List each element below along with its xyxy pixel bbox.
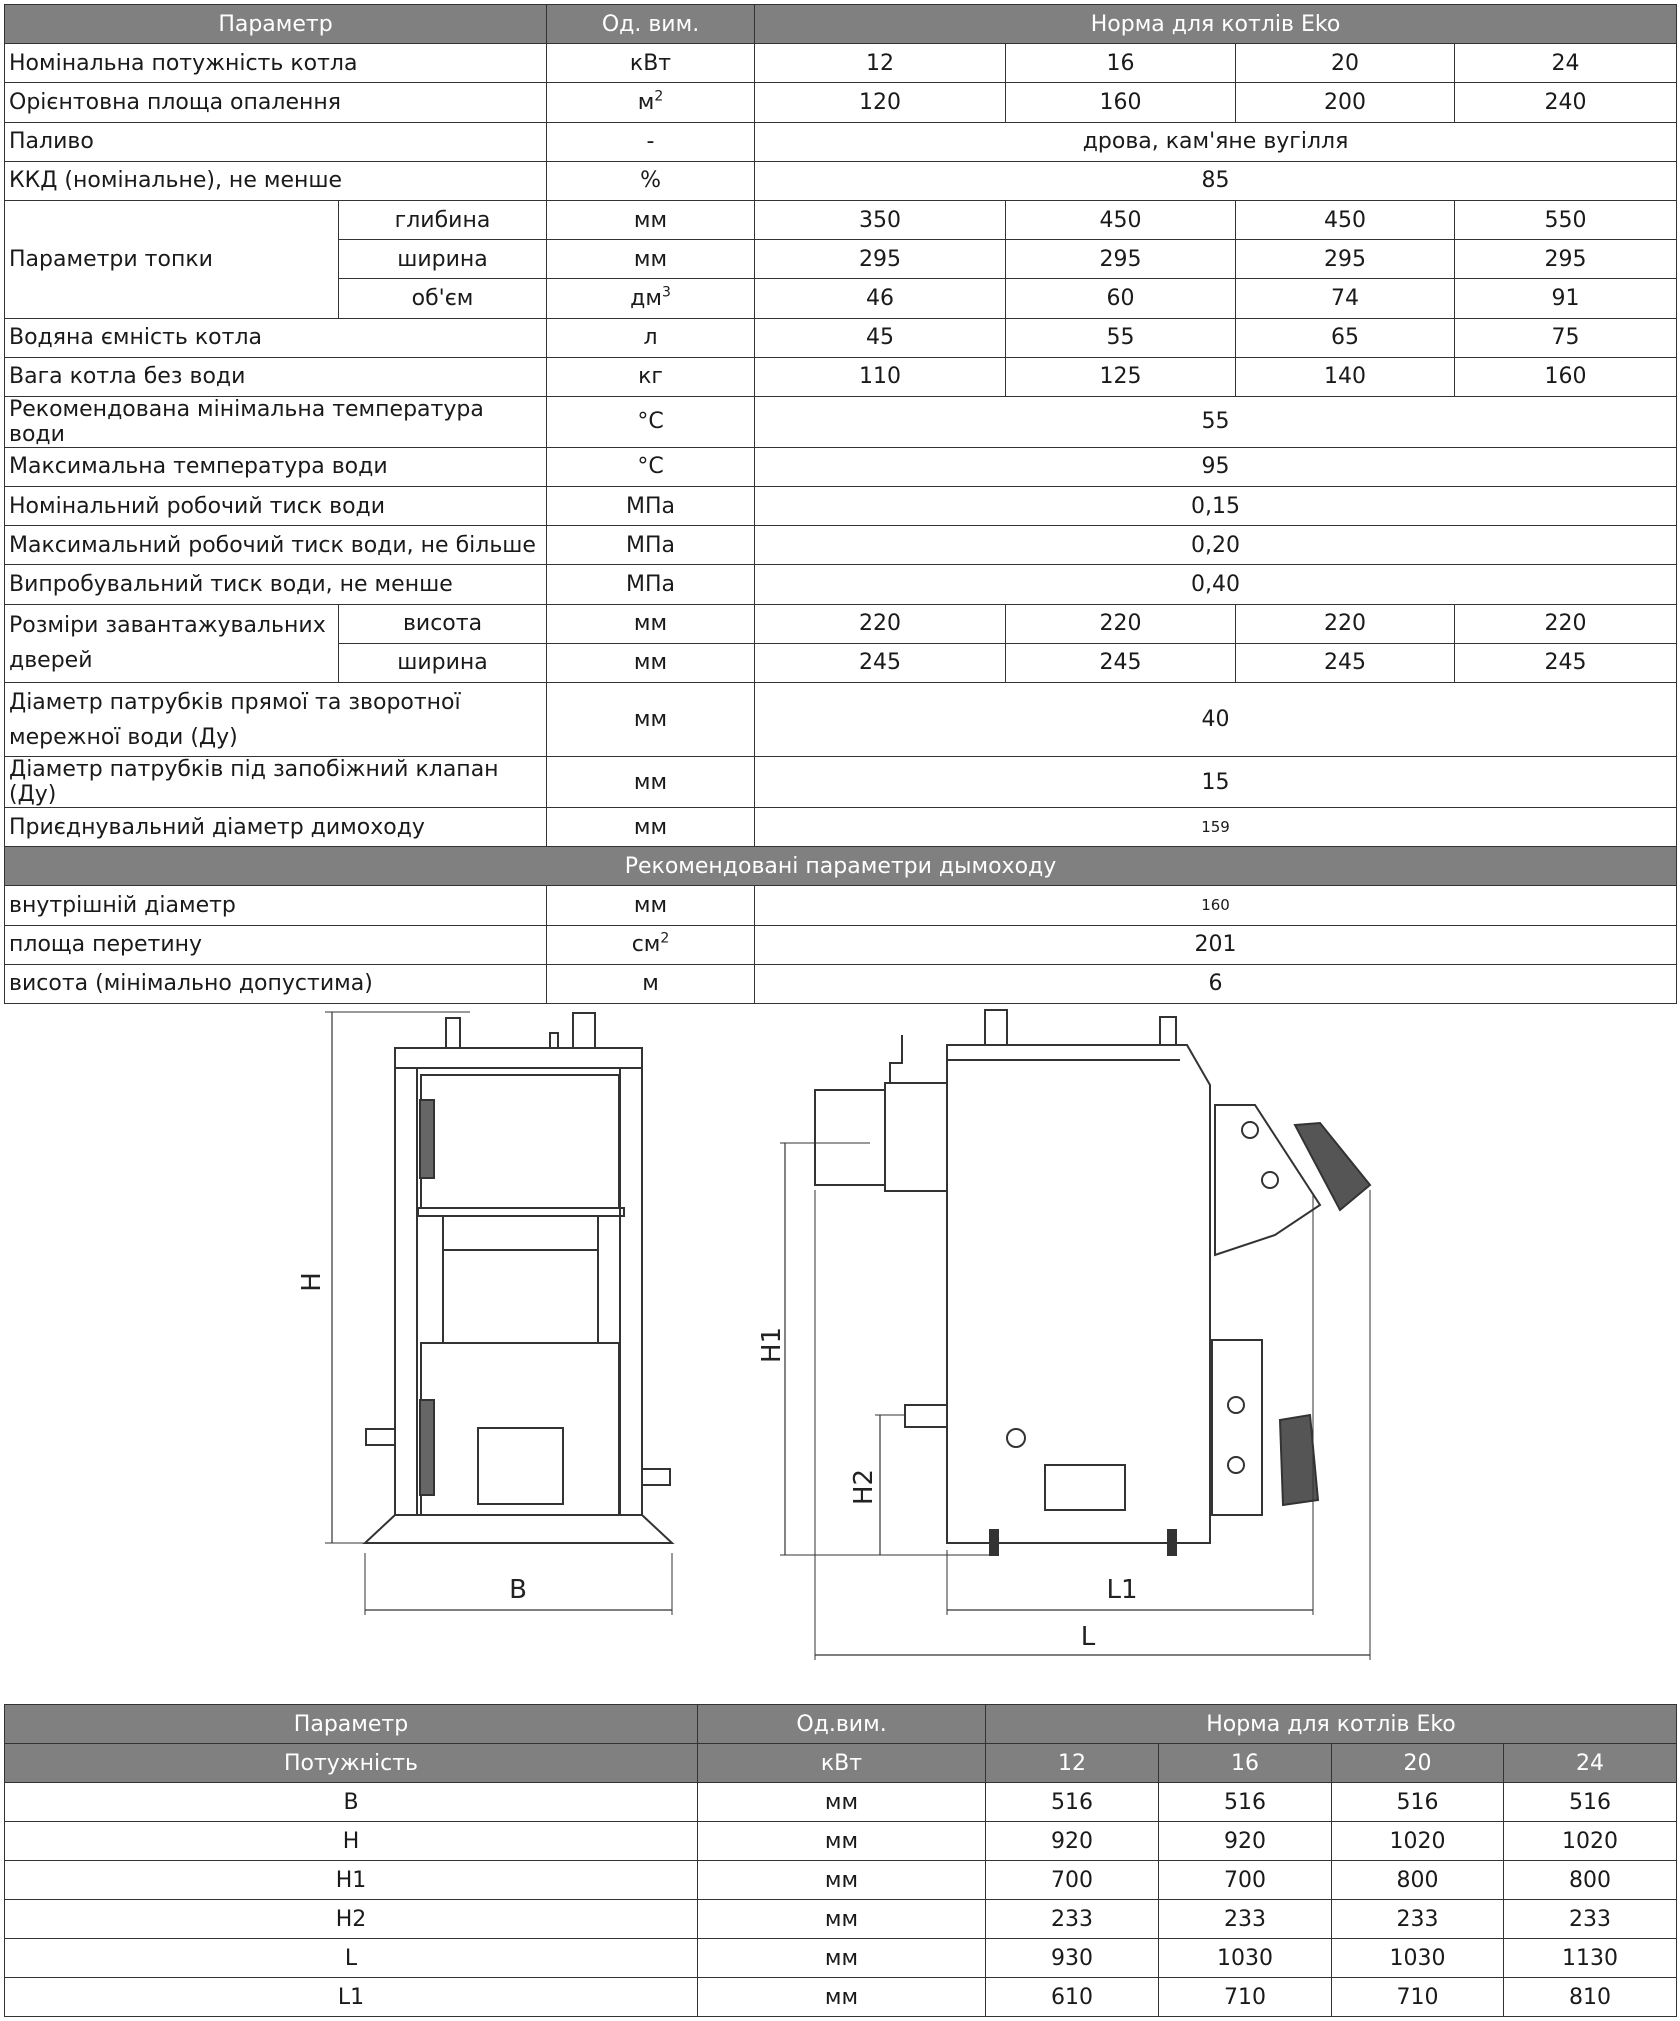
- dimensions-table: [4, 1704, 1677, 2017]
- value-cell: 140: [1236, 357, 1455, 396]
- dims-power-value: 24: [1504, 1744, 1677, 1783]
- value-cell: 60: [1006, 279, 1236, 318]
- front-ash-door: [478, 1428, 563, 1504]
- side-hinge: [1262, 1172, 1278, 1188]
- dims-value: 1130: [1504, 1939, 1677, 1978]
- value-cell: 245: [1455, 643, 1677, 682]
- value-cell: 295: [755, 240, 1006, 279]
- side-chimney-collar: [885, 1083, 947, 1191]
- front-top-nozzle: [573, 1013, 595, 1048]
- front-top-nozzle: [446, 1018, 460, 1048]
- dimension-label-b: B: [509, 1575, 527, 1605]
- dims-power-value: 12: [986, 1744, 1159, 1783]
- value-cell: 91: [1455, 279, 1677, 318]
- front-return-pipe: [366, 1429, 395, 1445]
- side-hinge: [1228, 1457, 1244, 1473]
- value-cell: 74: [1236, 279, 1455, 318]
- value-cell: 550: [1455, 200, 1677, 239]
- row-sublabel: ширина: [339, 643, 547, 682]
- dims-header-unit: Од.вим.: [698, 1705, 986, 1744]
- value-cell: 295: [1236, 240, 1455, 279]
- front-upper-door: [421, 1075, 619, 1208]
- row-sublabel: ширина: [339, 240, 547, 279]
- dims-value: 233: [1504, 1900, 1677, 1939]
- value-cell: 55: [755, 396, 1677, 447]
- unit-base: м: [637, 89, 655, 115]
- value-cell: 159: [755, 808, 1677, 847]
- firebox-depth-row: [5, 200, 1677, 239]
- row-unit: °С: [547, 447, 755, 486]
- unit-base: дм: [630, 285, 662, 311]
- row-label: Водяна ємність котла: [5, 318, 547, 357]
- dims-value: 800: [1504, 1861, 1677, 1900]
- dims-row-l: [5, 1939, 1677, 1978]
- front-lower-handle: [420, 1400, 434, 1495]
- side-sensor-tube: [890, 1035, 902, 1083]
- dims-value: 233: [986, 1900, 1159, 1939]
- dims-power-unit: кВт: [698, 1744, 986, 1783]
- row-unit: -: [547, 122, 755, 161]
- dims-value: 233: [1159, 1900, 1332, 1939]
- label-line: мережної води (Ду): [9, 724, 238, 750]
- dims-row-b: [5, 1783, 1677, 1822]
- dims-name: L: [5, 1939, 698, 1978]
- dims-power-value: 20: [1332, 1744, 1504, 1783]
- value-cell: 40: [755, 683, 1677, 757]
- row-label: Випробувальний тиск води, не менше: [5, 565, 547, 604]
- dims-name: H: [5, 1822, 698, 1861]
- chimney-header: Рекомендовані параметри дымоходу: [5, 847, 1677, 886]
- row-label: Параметри топки: [5, 200, 339, 318]
- nominal-pressure-row: [5, 487, 1677, 526]
- area-row: [5, 83, 1677, 122]
- value-cell: 125: [1006, 357, 1236, 396]
- dims-value: 516: [1332, 1783, 1504, 1822]
- spec-header-param: Параметр: [5, 5, 547, 44]
- chimney-section-header: [5, 847, 1677, 886]
- row-unit: МПа: [547, 565, 755, 604]
- row-unit: МПа: [547, 526, 755, 565]
- row-unit: МПа: [547, 487, 755, 526]
- dims-unit: мм: [698, 1783, 986, 1822]
- row-unit: мм: [547, 240, 755, 279]
- front-top-nozzle: [550, 1033, 558, 1048]
- row-label: Номінальний робочий тиск води: [5, 487, 547, 526]
- value-cell: 160: [1006, 83, 1236, 122]
- row-unit: [547, 279, 755, 318]
- front-side-post: [395, 1068, 417, 1515]
- row-unit: [547, 925, 755, 964]
- dims-row-h: [5, 1822, 1677, 1861]
- spec-header-unit: Од. вим.: [547, 5, 755, 44]
- dims-row-h2: [5, 1900, 1677, 1939]
- value-cell: 220: [1455, 604, 1677, 643]
- value-cell: 16: [1006, 44, 1236, 83]
- row-unit: %: [547, 161, 755, 200]
- side-leg: [990, 1530, 998, 1555]
- value-cell: 220: [755, 604, 1006, 643]
- dims-power-value: 16: [1159, 1744, 1332, 1783]
- side-view: [757, 1010, 1370, 1660]
- value-cell: 160: [755, 886, 1677, 925]
- side-upper-handle: [1295, 1123, 1370, 1210]
- value-cell: 220: [1236, 604, 1455, 643]
- dims-name: L1: [5, 1978, 698, 2017]
- row-unit: °С: [547, 396, 755, 447]
- value-cell: 0,15: [755, 487, 1677, 526]
- test-pressure-row: [5, 565, 1677, 604]
- value-cell: 85: [755, 161, 1677, 200]
- side-lower-handle: [1280, 1415, 1318, 1505]
- value-cell: 220: [1006, 604, 1236, 643]
- max-temp-row: [5, 447, 1677, 486]
- front-drain-pipe: [642, 1469, 670, 1485]
- value-cell: 295: [1006, 240, 1236, 279]
- row-unit: мм: [547, 200, 755, 239]
- row-label: Номінальна потужність котла: [5, 44, 547, 83]
- front-middle-section: [443, 1216, 598, 1343]
- dims-unit: мм: [698, 1822, 986, 1861]
- row-unit: мм: [547, 808, 755, 847]
- unit-base: см: [631, 932, 661, 958]
- row-label: внутрішній діаметр: [5, 886, 547, 925]
- value-cell: 450: [1006, 200, 1236, 239]
- boiler-drawing-svg: [0, 995, 1680, 1695]
- dims-value: 700: [1159, 1861, 1332, 1900]
- spec-header-row: [5, 5, 1677, 44]
- pipe-diameter-row: [5, 683, 1677, 757]
- dims-row-h1: [5, 1861, 1677, 1900]
- power-row: [5, 44, 1677, 83]
- row-unit: мм: [547, 683, 755, 757]
- water-capacity-row: [5, 318, 1677, 357]
- dims-header-row: [5, 1705, 1677, 1744]
- max-pressure-row: [5, 526, 1677, 565]
- front-upper-handle: [420, 1100, 434, 1178]
- spec-table: [4, 4, 1677, 1004]
- value-cell: 55: [1006, 318, 1236, 357]
- valve-diameter-row: [5, 757, 1677, 808]
- value-cell: 245: [1236, 643, 1455, 682]
- row-label: [5, 604, 339, 682]
- side-hinge: [1242, 1122, 1258, 1138]
- row-label: ККД (номінальне), не менше: [5, 161, 547, 200]
- dims-value: 516: [986, 1783, 1159, 1822]
- value-cell: 15: [755, 757, 1677, 808]
- dims-value: 610: [986, 1978, 1159, 2017]
- dims-unit: мм: [698, 1900, 986, 1939]
- row-label: висота (мінімально допустима): [5, 964, 547, 1003]
- dims-row-l1: [5, 1978, 1677, 2017]
- value-cell: 0,40: [755, 565, 1677, 604]
- dims-name: H1: [5, 1861, 698, 1900]
- row-unit: л: [547, 318, 755, 357]
- side-top-nozzle: [985, 1010, 1007, 1045]
- row-unit: м: [547, 964, 755, 1003]
- side-leg: [1168, 1530, 1176, 1555]
- label-line: дверей: [9, 648, 93, 674]
- value-cell: 0,20: [755, 526, 1677, 565]
- row-sublabel: висота: [339, 604, 547, 643]
- dims-value: 1020: [1504, 1822, 1677, 1861]
- row-unit: мм: [547, 604, 755, 643]
- dims-value: 1030: [1332, 1939, 1504, 1978]
- spec-header-norm: Норма для котлів Eko: [755, 5, 1677, 44]
- front-base: [365, 1515, 672, 1543]
- dims-value: 800: [1332, 1861, 1504, 1900]
- value-cell: 450: [1236, 200, 1455, 239]
- weight-row: [5, 357, 1677, 396]
- unit-sup: 2: [660, 930, 670, 947]
- row-unit: мм: [547, 643, 755, 682]
- value-cell: 120: [755, 83, 1006, 122]
- dimension-label-h2: H2: [849, 1468, 879, 1506]
- side-lower-door: [1212, 1340, 1262, 1515]
- value-cell: 45: [755, 318, 1006, 357]
- dims-value: 1020: [1332, 1822, 1504, 1861]
- value-cell: 295: [1455, 240, 1677, 279]
- dims-header-norm: Норма для котлів Eko: [986, 1705, 1677, 1744]
- value-cell: 110: [755, 357, 1006, 396]
- dims-value: 233: [1332, 1900, 1504, 1939]
- dims-unit: мм: [698, 1978, 986, 2017]
- row-label: Рекомендована мінімальна температура води: [5, 396, 547, 447]
- row-label: Вага котла без води: [5, 357, 547, 396]
- dims-header-param: Параметр: [5, 1705, 698, 1744]
- front-top-cover: [395, 1048, 642, 1068]
- label-line: Діаметр патрубків прямої та зворотної: [9, 689, 461, 715]
- side-port: [1007, 1429, 1025, 1447]
- value-cell: 245: [755, 643, 1006, 682]
- dims-name: B: [5, 1783, 698, 1822]
- dims-power-row: [5, 1744, 1677, 1783]
- value-cell: 46: [755, 279, 1006, 318]
- dims-value: 810: [1504, 1978, 1677, 2017]
- value-cell: 201: [755, 925, 1677, 964]
- inner-diameter-row: [5, 886, 1677, 925]
- unit-sup: 3: [661, 284, 671, 301]
- row-unit: мм: [547, 757, 755, 808]
- dims-value: 920: [1159, 1822, 1332, 1861]
- side-inspection-hatch: [1045, 1465, 1125, 1510]
- row-label: [5, 683, 547, 757]
- chimney-connection-row: [5, 808, 1677, 847]
- door-height-row: [5, 604, 1677, 643]
- side-hinge: [1228, 1397, 1244, 1413]
- value-cell: дрова, кам'яне вугілля: [755, 122, 1677, 161]
- dimension-label-h: H: [297, 1272, 327, 1292]
- row-unit: [547, 83, 755, 122]
- dims-unit: мм: [698, 1861, 986, 1900]
- dims-unit: мм: [698, 1939, 986, 1978]
- boiler-drawing: [0, 995, 1680, 1695]
- value-cell: 200: [1236, 83, 1455, 122]
- value-cell: 24: [1455, 44, 1677, 83]
- value-cell: 350: [755, 200, 1006, 239]
- value-cell: 75: [1455, 318, 1677, 357]
- row-label: Паливо: [5, 122, 547, 161]
- dims-value: 700: [986, 1861, 1159, 1900]
- row-label: Приєднувальний діаметр димоходу: [5, 808, 547, 847]
- row-sublabel: об'єм: [339, 279, 547, 318]
- row-sublabel: глибина: [339, 200, 547, 239]
- row-label: Максимальна температура води: [5, 447, 547, 486]
- value-cell: 65: [1236, 318, 1455, 357]
- dims-power-label: Потужність: [5, 1744, 698, 1783]
- value-cell: 245: [1006, 643, 1236, 682]
- row-label: площа перетину: [5, 925, 547, 964]
- dims-value: 1030: [1159, 1939, 1332, 1978]
- dims-name: H2: [5, 1900, 698, 1939]
- row-label: Максимальний робочий тиск води, не більше: [5, 526, 547, 565]
- dims-value: 920: [986, 1822, 1159, 1861]
- value-cell: 240: [1455, 83, 1677, 122]
- dimension-label-l: L: [1080, 1622, 1096, 1652]
- value-cell: 95: [755, 447, 1677, 486]
- row-label: Орієнтовна площа опалення: [5, 83, 547, 122]
- value-cell: 160: [1455, 357, 1677, 396]
- min-temp-row: [5, 396, 1677, 447]
- dims-value: 710: [1159, 1978, 1332, 2017]
- value-cell: 20: [1236, 44, 1455, 83]
- unit-sup: 2: [654, 88, 664, 105]
- value-cell: 6: [755, 964, 1677, 1003]
- efficiency-row: [5, 161, 1677, 200]
- side-body: [947, 1045, 1210, 1543]
- cross-section-row: [5, 925, 1677, 964]
- front-side-post: [620, 1068, 642, 1515]
- front-door-lip: [418, 1208, 624, 1216]
- side-chimney-spigot: [815, 1090, 885, 1185]
- dims-value: 710: [1332, 1978, 1504, 2017]
- dims-value: 516: [1159, 1783, 1332, 1822]
- dims-value: 516: [1504, 1783, 1677, 1822]
- dimension-label-h1: H1: [757, 1326, 787, 1364]
- row-unit: мм: [547, 886, 755, 925]
- row-label: Діаметр патрубків під запобіжний клапан (Ду): [5, 757, 547, 808]
- side-return-pipe: [905, 1405, 947, 1427]
- fuel-row: [5, 122, 1677, 161]
- dims-value: 930: [986, 1939, 1159, 1978]
- front-view: [297, 1012, 672, 1615]
- label-line: Розміри завантажувальних: [9, 613, 326, 639]
- row-unit: кг: [547, 357, 755, 396]
- side-top-nozzle: [1160, 1017, 1176, 1045]
- dimension-label-l1: L1: [1106, 1575, 1138, 1605]
- row-unit: кВт: [547, 44, 755, 83]
- value-cell: 12: [755, 44, 1006, 83]
